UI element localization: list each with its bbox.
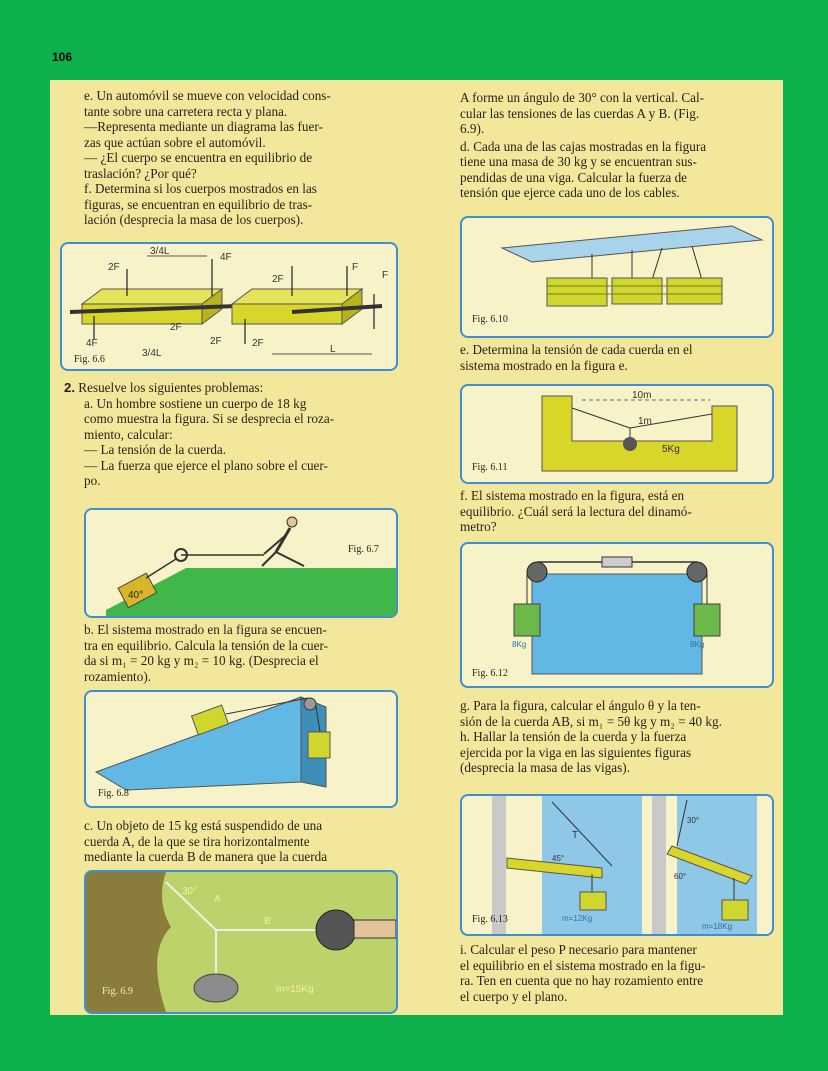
text-line: i. Calcular el peso P necesario para mantener — [460, 942, 697, 957]
text-line: e. Determina la tensión de cada cuerda en el — [460, 342, 693, 357]
dynamometer-illustration — [462, 544, 772, 686]
text-line: A forme un ángulo de 30° con la vertical. Cal- — [460, 90, 705, 105]
figure-caption: Fig. 6.12 — [472, 668, 508, 679]
text-line: g. Para la figura, calcular el ángulo θ y la ten- — [460, 698, 701, 713]
text-line: c. Un objeto de 15 kg está suspendido de una — [84, 818, 323, 833]
text-line: cuerda A, de la que se tira horizontalmente — [84, 833, 310, 849]
label-2F-right-top: 2F — [272, 274, 284, 285]
text-line: tra en equilibrio. Calcula la tensión de la cuer- — [84, 637, 328, 653]
mass-right: 8Kg — [690, 640, 705, 649]
text-line: (desprecia la masa de las vigas). — [460, 760, 630, 775]
text-line: rozamiento). — [84, 668, 152, 684]
figure-caption: Fig. 6.9 — [102, 986, 133, 997]
figure-caption: Fig. 6.7 — [348, 544, 379, 555]
ceiling-boxes-illustration — [462, 218, 772, 336]
angle-60: 60° — [674, 872, 687, 881]
problem-e-right — [460, 342, 778, 373]
angle-label: 40° — [128, 590, 144, 601]
text-line: b. El sistema mostrado en la figura se encuen- — [84, 622, 327, 637]
cable-frame-illustration — [462, 386, 772, 482]
label-2F-left: 2F — [210, 336, 222, 347]
text-line: figuras, se encuentran en equilibrio de tras- — [84, 196, 313, 212]
text-line: tante sobre una carretera recta y plana. — [84, 103, 288, 119]
tension-label: T — [572, 830, 579, 841]
text-line: el cuerpo y el plano. — [460, 988, 568, 1004]
angle-label: 30° — [182, 886, 198, 897]
figure-caption: Fig. 6.10 — [472, 314, 508, 325]
text-line: po. — [84, 473, 101, 488]
text-line: sión de la cuerda AB, si m₁ = 5θ kg y m₂ = 40 kg. — [460, 713, 722, 729]
incline-blocks-illustration — [86, 692, 396, 806]
problem-c-text — [84, 818, 406, 865]
mass-5kg: 5Kg — [662, 444, 680, 455]
problem-heading — [64, 380, 406, 396]
text-line: a. Un hombre sostiene un cuerpo de 18 kg — [84, 395, 307, 411]
angle-45: 45° — [552, 854, 565, 863]
rope-b-label: B — [264, 916, 271, 927]
problem-number: 2. — [64, 380, 75, 395]
text-line: lación (desprecia la masa de los cuerpos). — [84, 212, 304, 227]
text-line: f. El sistema mostrado en la figura, está en — [460, 488, 685, 503]
label-2F: 2F — [108, 262, 120, 273]
mass-18kg: m=18Kg — [702, 922, 733, 931]
problem-f-right — [460, 488, 778, 535]
text-line: zas que actúan sobre el automóvil. — [84, 134, 266, 150]
text-line: mediante la cuerda B de manera que la cuerda — [84, 849, 328, 864]
figure-6-9 — [84, 870, 398, 1014]
figure-caption: Fig. 6.6 — [74, 354, 105, 365]
text-line: miento, calcular: — [84, 426, 173, 442]
figure-caption: Fig. 6.11 — [472, 462, 508, 473]
text-line: f. Determina si los cuerpos mostrados en las — [84, 181, 317, 196]
distance-10m: 10m — [632, 390, 652, 401]
text-line: tiene una masa de 30 kg y se encuentran sus- — [460, 154, 697, 169]
label-2F-lower: 2F — [252, 338, 264, 349]
text-line: h. Hallar la tensión de la cuerda y la fuerza — [460, 729, 687, 744]
figure-6-8 — [84, 690, 398, 808]
page-number: 106 — [52, 50, 73, 64]
right-column-top — [460, 90, 778, 201]
mass-12kg: m=12Kg — [562, 914, 593, 923]
label-4F-bottom: 4F — [86, 338, 98, 349]
problem-g-h-right — [460, 698, 778, 776]
label-L: L — [330, 344, 336, 355]
label-3-4L-top: 3/4L — [150, 246, 170, 257]
textbook-scan — [50, 80, 783, 1015]
text-line: — ¿El cuerpo se encuentra en equilibrio de — [84, 150, 313, 165]
problem-b-text — [84, 622, 406, 684]
text-line: traslación? ¿Por qué? — [84, 165, 197, 181]
label-3-4L-bottom: 3/4L — [142, 348, 162, 359]
text-line: da si m₁ = 20 kg y m₂ = 10 kg. (Desprecia el — [84, 653, 319, 668]
figure-caption: Fig. 6.13 — [472, 914, 508, 925]
problem-i-right — [460, 942, 778, 1004]
text-line: — La fuerza que ejerce el plano sobre el cuer- — [84, 457, 328, 473]
problem-2-text — [64, 380, 406, 489]
problem-title: Resuelve los siguientes problemas: — [78, 380, 264, 395]
text-line: pendidas de una viga. Calcular la fuerza de — [460, 169, 688, 185]
text-line: ejercida por la viga en las siguientes figuras — [460, 744, 692, 760]
text-line: metro? — [460, 519, 497, 534]
figure-6-7 — [84, 508, 398, 618]
label-F-a: F — [352, 262, 359, 273]
angle-30: 30° — [687, 816, 700, 825]
text-line: tensión que ejerce cada uno de los cables. — [460, 185, 680, 200]
distance-1m: 1m — [638, 416, 652, 427]
text-line: ra. Ten en cuenta que no hay rozamiento entre — [460, 973, 704, 988]
figure-6-6 — [60, 242, 398, 371]
text-line: e. Un automóvil se mueve con velocidad cons- — [84, 88, 331, 103]
text-line: d. Cada una de las cajas mostradas en la figura — [460, 138, 707, 154]
label-2F-mid: 2F — [170, 322, 182, 333]
text-line: — La tensión de la cuerda. — [84, 442, 227, 457]
text-line: sistema mostrado en la figura e. — [460, 357, 628, 373]
text-line: como muestra la figura. Si se desprecia el roza- — [84, 411, 335, 426]
mass-label: m=15Kg — [276, 984, 314, 995]
figure-caption: Fig. 6.8 — [98, 788, 129, 799]
mass-left: 8Kg — [512, 640, 527, 649]
beam-cables-illustration — [462, 796, 772, 934]
label-F-b: F — [382, 270, 389, 281]
rope-a-label: A — [214, 894, 221, 905]
figure-6-13 — [460, 794, 774, 936]
figure-6-10 — [460, 216, 774, 338]
label-4F-top: 4F — [220, 252, 232, 263]
text-line: cular las tensiones de las cuerdas A y B. (Fig. — [460, 105, 700, 121]
figure-6-11 — [460, 384, 774, 484]
text-line: equilibrio. ¿Cuál será la lectura del dinamó- — [460, 503, 692, 519]
text-line: el equilibrio en el sistema mostrado en la figu- — [460, 957, 706, 973]
figure-6-12 — [460, 542, 774, 688]
text-line: 6.9). — [460, 121, 485, 136]
left-column-top — [84, 88, 406, 228]
text-line: —Representa mediante un diagrama las fuer- — [84, 119, 323, 134]
